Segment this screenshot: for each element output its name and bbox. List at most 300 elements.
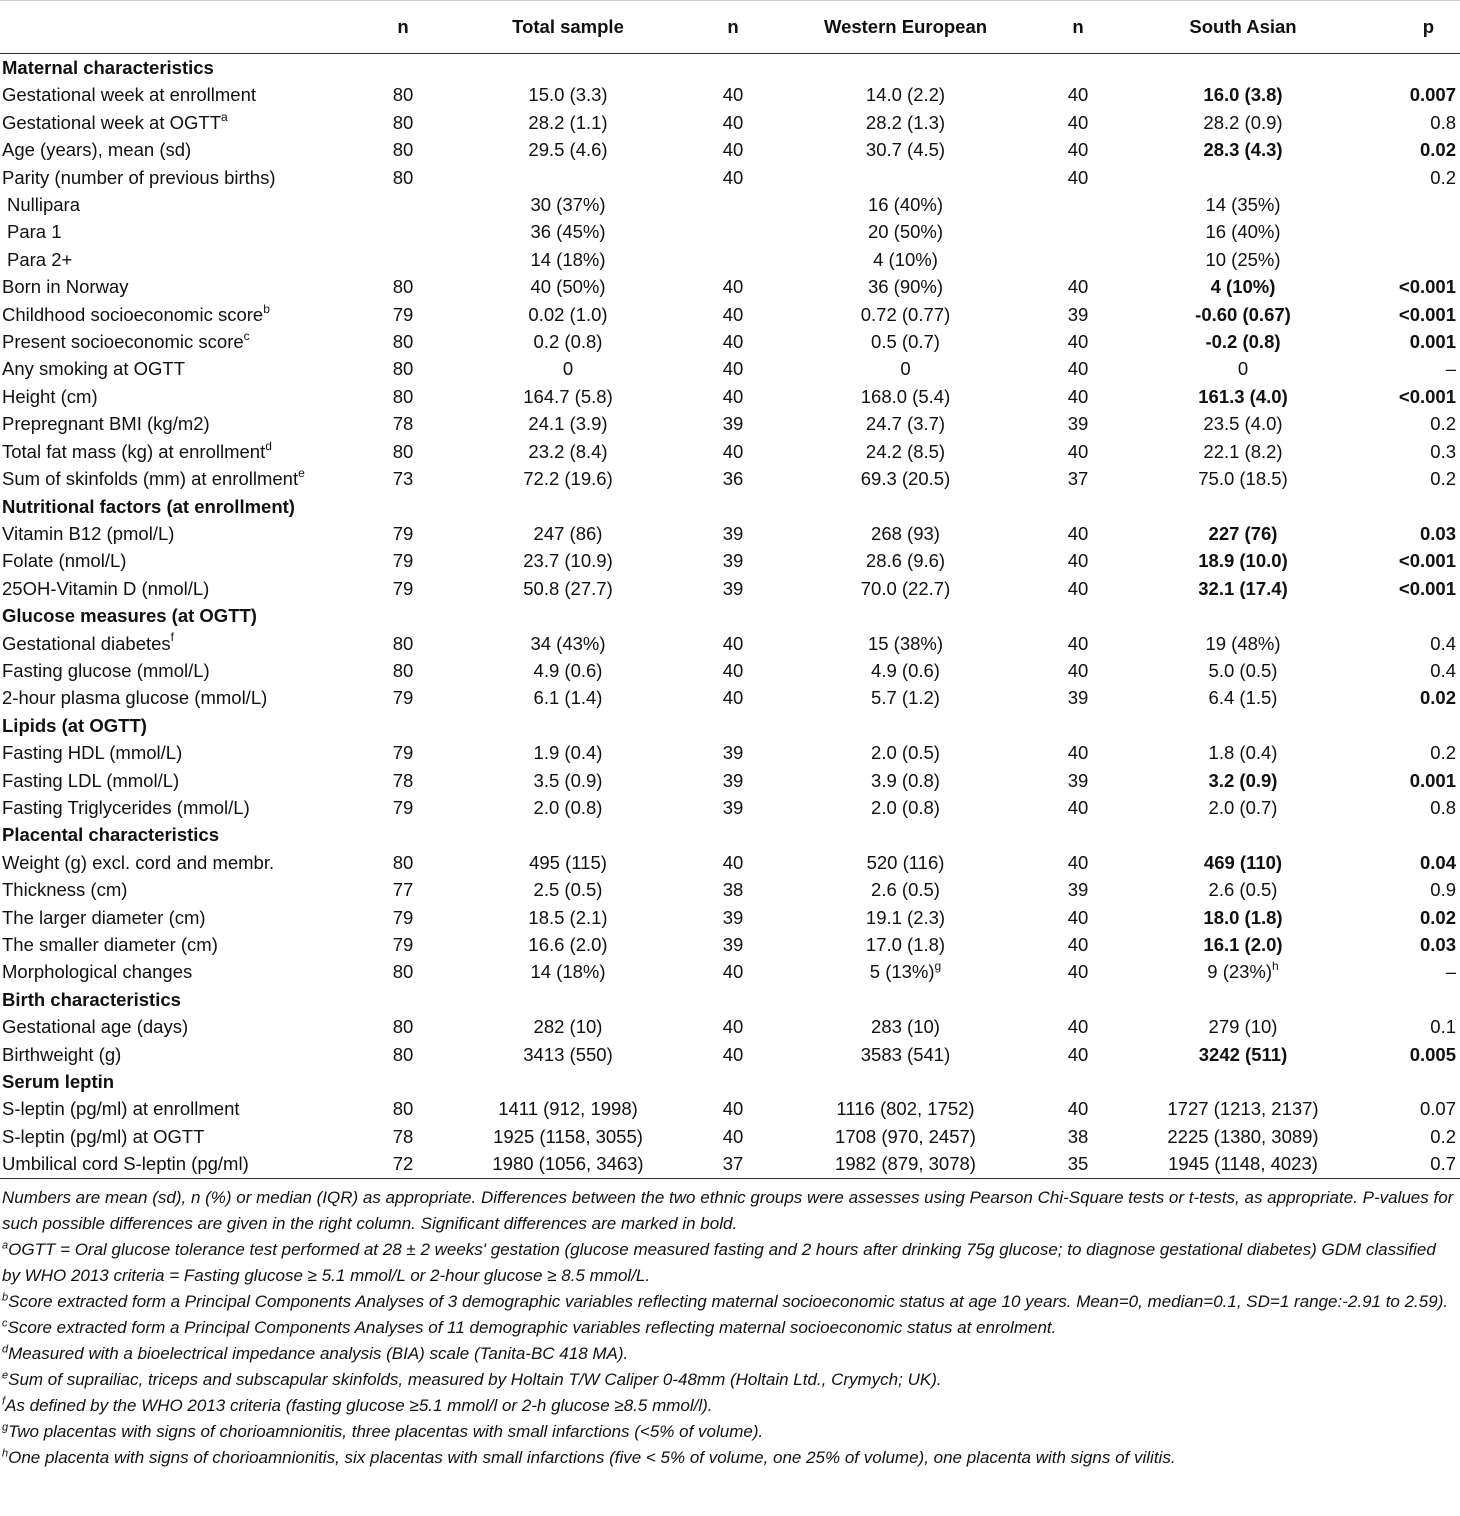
south-asian-value: 16.0 (3.8) <box>1203 84 1283 106</box>
n-south-asian-value: 40 <box>1067 522 1089 544</box>
row-label-cell <box>0 575 358 602</box>
row-label: Sum of skinfolds (mm) at enrollment <box>2 468 299 490</box>
total-sample-cell <box>448 739 688 766</box>
n-south-asian-cell <box>1033 1013 1123 1040</box>
n-western-value: 40 <box>722 687 744 709</box>
table-row <box>0 1123 1460 1150</box>
table-row <box>0 849 1460 876</box>
n-total-cell <box>358 657 448 684</box>
n-total-cell <box>358 410 448 437</box>
n-total-cell <box>358 931 448 958</box>
n-total-cell <box>358 164 448 191</box>
n-south-asian-value: 40 <box>1067 166 1089 188</box>
n-total-cell <box>358 876 448 903</box>
total-sample-value: 2.0 (0.8) <box>533 796 603 818</box>
p-value-value: 0.7 <box>1430 1153 1456 1175</box>
table-footnotes <box>0 1179 1460 1471</box>
n-south-asian-value: 40 <box>1067 385 1089 407</box>
western-european-value: 70.0 (22.7) <box>860 577 951 599</box>
western-european-cell <box>778 1150 1033 1178</box>
row-label-cell <box>0 958 358 985</box>
row-label: Birthweight (g) <box>2 1043 122 1065</box>
table-row <box>0 355 1460 382</box>
table-row <box>0 246 1460 273</box>
n-total-value: 77 <box>392 879 414 901</box>
western-european-value: 1116 (802, 1752) <box>836 1098 975 1120</box>
footnote-mark: c <box>243 328 250 343</box>
row-label: Prepregnant BMI (kg/m2) <box>2 413 210 435</box>
n-western-value: 39 <box>722 522 744 544</box>
row-label-cell <box>0 520 358 547</box>
table-row <box>0 1041 1460 1068</box>
n-western-cell <box>688 630 778 657</box>
south-asian-value: 22.1 (8.2) <box>1203 440 1283 462</box>
footnote-mark: d <box>265 438 272 453</box>
western-european-value: 2.0 (0.8) <box>871 796 940 818</box>
south-asian-value: 1.8 (0.4) <box>1208 742 1278 764</box>
n-south-asian-value: 40 <box>1067 742 1089 764</box>
western-european-value: 5.7 (1.2) <box>871 687 940 709</box>
n-western-cell <box>688 164 778 191</box>
row-label-cell <box>0 684 358 711</box>
footnote-mark: h <box>1272 959 1279 974</box>
n-south-asian-value: 40 <box>1067 550 1089 572</box>
n-total-cell <box>358 246 448 273</box>
south-asian-value: 16 (40%) <box>1205 221 1281 243</box>
n-total-value: 80 <box>392 440 414 462</box>
row-label-cell <box>0 630 358 657</box>
total-sample-value: 1980 (1056, 3463) <box>492 1153 644 1175</box>
p-value-cell <box>1363 383 1460 410</box>
footnote-mark: g <box>2 1421 9 1433</box>
p-value-value: 0.4 <box>1430 632 1456 654</box>
total-sample-cell <box>448 630 688 657</box>
western-european-cell <box>778 767 1033 794</box>
table-row <box>0 1013 1460 1040</box>
p-value-cell <box>1363 931 1460 958</box>
western-european-cell <box>778 81 1033 108</box>
western-european-cell <box>778 218 1033 245</box>
n-south-asian-value: 40 <box>1067 632 1089 654</box>
section-title: Nutritional factors (at enrollment) <box>2 495 295 517</box>
footnote-text: Two placentas with signs of chorioamnionitis, three placentas with small infarctions (<5% of volume). <box>8 1421 764 1441</box>
western-european-value: 17.0 (1.8) <box>865 934 946 955</box>
n-total-value: 80 <box>392 1043 414 1065</box>
n-south-asian-cell <box>1033 1123 1123 1150</box>
n-south-asian-value: 40 <box>1067 851 1089 873</box>
western-european-value: 14.0 (2.2) <box>865 84 946 106</box>
p-value-value: 0.2 <box>1430 1125 1456 1147</box>
row-label-cell <box>0 904 358 931</box>
south-asian-cell <box>1123 410 1363 437</box>
p-value-cell <box>1363 410 1460 437</box>
table-row <box>0 191 1460 218</box>
row-label: S-leptin (pg/ml) at OGTT <box>2 1125 205 1147</box>
western-european-value: 36 (90%) <box>867 276 944 298</box>
p-value-cell <box>1363 218 1460 245</box>
total-sample-cell <box>448 273 688 300</box>
western-european-value: 16 (40%) <box>867 194 944 216</box>
western-european-value: 3583 (541) <box>860 1043 951 1065</box>
western-european-value: 19.1 (2.3) <box>865 906 946 928</box>
total-sample-cell <box>448 794 688 821</box>
row-label: Para 1 <box>7 221 62 243</box>
south-asian-cell <box>1123 547 1363 574</box>
western-european-value: 268 (93) <box>871 522 940 544</box>
south-asian-value: 2225 (1380, 3089) <box>1167 1125 1319 1147</box>
table-row <box>0 328 1460 355</box>
row-label-cell <box>0 876 358 903</box>
n-western-cell <box>688 849 778 876</box>
p-value-value: 0.2 <box>1430 413 1456 435</box>
n-south-asian-cell <box>1033 81 1123 108</box>
n-western-value: 40 <box>722 851 744 873</box>
n-western-cell <box>688 218 778 245</box>
total-sample-cell <box>448 218 688 245</box>
row-label: Childhood socioeconomic score <box>2 303 264 325</box>
n-western-value: 39 <box>722 550 744 572</box>
total-sample-value: 16.6 (2.0) <box>528 934 608 955</box>
south-asian-cell <box>1123 1150 1363 1178</box>
n-western-value: 36 <box>722 468 744 490</box>
n-total-value: 79 <box>392 577 414 599</box>
table-header <box>0 1 1460 54</box>
total-sample-cell <box>448 1123 688 1150</box>
footnote-text: Numbers are mean (sd), n (%) or median (IQR) as appropriate. Differences between the two ethnic groups were assesses using Pearson Chi-Square tests or t-tests, as appropriate. P-values for such possible differences are given in the right column. Significant differences are marked in bold. <box>2 1187 1454 1233</box>
south-asian-value: 0 <box>1237 358 1249 380</box>
n-south-asian-value: 40 <box>1067 906 1089 928</box>
table-row <box>0 410 1460 437</box>
total-sample-value: 282 (10) <box>533 1016 603 1038</box>
western-european-cell <box>778 547 1033 574</box>
n-south-asian-value: 40 <box>1067 276 1089 298</box>
footnote <box>2 1185 1458 1237</box>
n-south-asian-cell <box>1033 218 1123 245</box>
n-total-value: 72 <box>392 1153 414 1175</box>
n-western-cell <box>688 575 778 602</box>
p-value-value: <0.001 <box>1398 577 1456 599</box>
table-row <box>0 958 1460 985</box>
south-asian-cell <box>1123 164 1363 191</box>
western-european-value: 69.3 (20.5) <box>860 468 951 490</box>
south-asian-cell <box>1123 630 1363 657</box>
total-sample-value: 1925 (1158, 3055) <box>493 1125 643 1147</box>
n-south-asian-value: 39 <box>1067 413 1089 435</box>
western-european-value: 283 (10) <box>871 1016 940 1038</box>
row-label-cell <box>0 1150 358 1178</box>
n-south-asian-value: 39 <box>1067 303 1089 325</box>
section-title: Serum leptin <box>2 1071 115 1093</box>
footnote <box>2 1237 1458 1289</box>
western-european-value: 0.5 (0.7) <box>871 331 940 353</box>
row-label: Morphological changes <box>2 961 193 983</box>
western-european-cell <box>778 1095 1033 1122</box>
n-western-cell <box>688 904 778 931</box>
total-sample-value: 3.5 (0.9) <box>533 769 603 791</box>
section-title: Birth characteristics <box>2 988 181 1010</box>
p-value-cell <box>1363 1013 1460 1040</box>
n-total-value: 79 <box>392 906 414 928</box>
footnote-mark: f <box>170 630 175 645</box>
table-row <box>0 794 1460 821</box>
south-asian-value: 2.6 (0.5) <box>1208 879 1278 901</box>
header-n-western: n <box>688 1 778 54</box>
n-total-cell <box>358 328 448 355</box>
south-asian-cell <box>1123 849 1363 876</box>
western-european-cell <box>778 520 1033 547</box>
south-asian-cell <box>1123 767 1363 794</box>
footnote-mark: h <box>2 1447 9 1459</box>
row-label-cell <box>0 355 358 382</box>
n-western-cell <box>688 191 778 218</box>
row-label: Fasting Triglycerides (mmol/L) <box>2 796 250 818</box>
n-south-asian-cell <box>1033 438 1123 465</box>
total-sample-value: 1.9 (0.4) <box>533 742 603 764</box>
row-label: Gestational age (days) <box>2 1016 189 1038</box>
section-title: Glucose measures (at OGTT) <box>2 605 257 627</box>
n-south-asian-value: 40 <box>1067 84 1089 106</box>
n-western-value: 40 <box>722 659 744 681</box>
table-row <box>0 767 1460 794</box>
p-value-cell <box>1363 109 1460 136</box>
header-south-asian: South Asian <box>1123 1 1363 54</box>
total-sample-cell <box>448 931 688 958</box>
n-western-cell <box>688 109 778 136</box>
western-european-value: 4 (10%) <box>873 248 938 270</box>
footnote-mark: c <box>2 1317 8 1329</box>
n-total-cell <box>358 136 448 163</box>
western-european-cell <box>778 876 1033 903</box>
n-total-cell <box>358 1013 448 1040</box>
south-asian-value: 14 (35%) <box>1205 194 1281 216</box>
south-asian-cell <box>1123 109 1363 136</box>
n-western-cell <box>688 301 778 328</box>
n-south-asian-cell <box>1033 328 1123 355</box>
n-south-asian-cell <box>1033 301 1123 328</box>
row-label-cell <box>0 465 358 492</box>
n-western-cell <box>688 1123 778 1150</box>
row-label: Gestational diabetes <box>2 632 171 654</box>
n-total-cell <box>358 301 448 328</box>
p-value-cell <box>1363 301 1460 328</box>
p-value-value: 0.2 <box>1430 742 1456 764</box>
header-n-south-asian: n <box>1033 1 1123 54</box>
total-sample-cell <box>448 355 688 382</box>
n-south-asian-value: 40 <box>1067 440 1089 462</box>
p-value-cell <box>1363 246 1460 273</box>
n-western-value: 39 <box>722 413 744 435</box>
header-row <box>0 1 1460 54</box>
total-sample-cell <box>448 1013 688 1040</box>
n-south-asian-cell <box>1033 136 1123 163</box>
row-label: Born in Norway <box>2 276 129 298</box>
n-western-value: 40 <box>722 84 744 106</box>
total-sample-cell <box>448 958 688 985</box>
table-row <box>0 904 1460 931</box>
row-label-cell <box>0 218 358 245</box>
south-asian-value: 9 (23%) <box>1207 961 1273 983</box>
p-value-cell <box>1363 684 1460 711</box>
south-asian-cell <box>1123 1041 1363 1068</box>
p-value-value: 0.03 <box>1419 934 1456 955</box>
p-value-cell <box>1363 328 1460 355</box>
n-total-value: 80 <box>392 331 414 353</box>
south-asian-cell <box>1123 684 1363 711</box>
n-south-asian-cell <box>1033 191 1123 218</box>
row-label-cell <box>0 328 358 355</box>
total-sample-value: 2.5 (0.5) <box>533 879 603 901</box>
south-asian-cell <box>1123 1095 1363 1122</box>
south-asian-value: 3242 (511) <box>1198 1043 1288 1065</box>
section-title: Lipids (at OGTT) <box>2 714 147 736</box>
table-row <box>0 218 1460 245</box>
p-value-cell <box>1363 794 1460 821</box>
n-south-asian-cell <box>1033 958 1123 985</box>
footnote-mark: g <box>934 959 942 974</box>
total-sample-cell <box>448 383 688 410</box>
n-total-value: 80 <box>392 1016 414 1038</box>
n-western-value: 40 <box>722 303 744 325</box>
footnote-mark: e <box>2 1369 9 1381</box>
n-south-asian-cell <box>1033 575 1123 602</box>
n-south-asian-value: 40 <box>1067 358 1089 380</box>
p-value-cell <box>1363 164 1460 191</box>
south-asian-cell <box>1123 794 1363 821</box>
western-european-cell <box>778 109 1033 136</box>
p-value-cell <box>1363 1041 1460 1068</box>
n-total-value: 80 <box>392 358 414 380</box>
n-total-value: 80 <box>392 961 414 983</box>
row-label: Parity (number of previous births) <box>2 166 276 188</box>
row-label-cell <box>0 246 358 273</box>
western-european-cell <box>778 301 1033 328</box>
row-label-cell <box>0 438 358 465</box>
row-label-cell <box>0 273 358 300</box>
n-total-cell <box>358 794 448 821</box>
n-western-cell <box>688 1041 778 1068</box>
n-south-asian-value: 40 <box>1067 331 1089 353</box>
p-value-cell <box>1363 876 1460 903</box>
p-value-value: 0.005 <box>1409 1043 1456 1065</box>
total-sample-value: 28.2 (1.1) <box>528 111 608 133</box>
table-row <box>0 81 1460 108</box>
p-value-value: <0.001 <box>1398 550 1456 572</box>
south-asian-cell <box>1123 739 1363 766</box>
n-south-asian-cell <box>1033 1095 1123 1122</box>
western-european-cell <box>778 958 1033 985</box>
n-south-asian-cell <box>1033 547 1123 574</box>
n-western-cell <box>688 547 778 574</box>
n-south-asian-cell <box>1033 520 1123 547</box>
n-western-value: 40 <box>722 385 744 407</box>
western-european-value: 15 (38%) <box>867 632 944 654</box>
western-european-cell <box>778 575 1033 602</box>
footnote-text: One placenta with signs of chorioamnionitis, six placentas with small infarctions (five < 5% of volume, one 25% of volume), one placenta with signs of vilitis. <box>8 1447 1176 1467</box>
south-asian-value: -0.2 (0.8) <box>1205 331 1281 353</box>
south-asian-value: 75.0 (18.5) <box>1198 468 1288 490</box>
south-asian-cell <box>1123 273 1363 300</box>
total-sample-value: 6.1 (1.4) <box>533 687 603 709</box>
south-asian-value: 23.5 (4.0) <box>1203 413 1283 435</box>
n-south-asian-cell <box>1033 164 1123 191</box>
p-value-cell <box>1363 547 1460 574</box>
n-south-asian-cell <box>1033 1150 1123 1178</box>
row-label-cell <box>0 794 358 821</box>
n-south-asian-value: 40 <box>1067 796 1089 818</box>
western-european-cell <box>778 630 1033 657</box>
western-european-value: 5 (13%) <box>869 961 935 983</box>
western-european-cell <box>778 438 1033 465</box>
row-label-cell <box>0 1095 358 1122</box>
total-sample-cell <box>448 410 688 437</box>
n-western-value: 40 <box>722 358 744 380</box>
p-value-cell <box>1363 767 1460 794</box>
n-total-value: 80 <box>392 851 414 873</box>
south-asian-cell <box>1123 958 1363 985</box>
western-european-value: 168.0 (5.4) <box>860 385 951 407</box>
n-total-cell <box>358 273 448 300</box>
n-south-asian-cell <box>1033 1041 1123 1068</box>
p-value-value: <0.001 <box>1398 385 1456 407</box>
p-value-cell <box>1363 136 1460 163</box>
p-value-cell <box>1363 904 1460 931</box>
table-row <box>0 383 1460 410</box>
footnote-text: Sum of suprailiac, triceps and subscapular skinfolds, measured by Holtain T/W Caliper 0-48mm (Holtain Ltd., Crymych; UK). <box>8 1369 942 1389</box>
n-total-value: 78 <box>392 413 414 435</box>
row-label-cell <box>0 136 358 163</box>
p-value-cell <box>1363 355 1460 382</box>
south-asian-value: 16.1 (2.0) <box>1203 934 1283 955</box>
n-western-value: 40 <box>722 331 744 353</box>
western-european-value: 1708 (970, 2457) <box>835 1125 976 1147</box>
p-value-cell <box>1363 575 1460 602</box>
p-value-value: 0.8 <box>1430 111 1456 133</box>
footnote-text: Measured with a bioelectrical impedance analysis (BIA) scale (Tanita-BC 418 MA). <box>8 1343 629 1363</box>
south-asian-value: 28.2 (0.9) <box>1203 111 1283 133</box>
south-asian-cell <box>1123 1013 1363 1040</box>
south-asian-cell <box>1123 931 1363 958</box>
total-sample-value: 247 (86) <box>533 522 603 544</box>
n-total-value: 80 <box>392 166 414 188</box>
p-value-value: 0.07 <box>1419 1098 1456 1120</box>
n-south-asian-cell <box>1033 109 1123 136</box>
n-south-asian-cell <box>1033 767 1123 794</box>
p-value-value: 0.02 <box>1419 139 1456 161</box>
south-asian-value: 469 (110) <box>1203 851 1283 873</box>
p-value-cell <box>1363 438 1460 465</box>
row-label-cell <box>0 1041 358 1068</box>
section-title: Placental characteristics <box>2 824 219 846</box>
row-label: Thickness (cm) <box>2 879 128 901</box>
p-value-cell <box>1363 739 1460 766</box>
row-label: Any smoking at OGTT <box>2 358 185 380</box>
south-asian-value: 6.4 (1.5) <box>1208 687 1278 709</box>
footnote-mark: b <box>263 301 270 316</box>
western-european-value: 20 (50%) <box>867 221 944 243</box>
total-sample-cell <box>448 81 688 108</box>
row-label: Gestational week at enrollment <box>2 84 256 106</box>
n-western-value: 39 <box>722 769 744 791</box>
section-header-row <box>0 1068 1460 1095</box>
row-label-cell <box>0 657 358 684</box>
section-title: Maternal characteristics <box>2 57 214 78</box>
p-value-value: 0.02 <box>1419 687 1456 709</box>
western-european-value: 0.72 (0.77) <box>860 303 951 325</box>
western-european-cell <box>778 794 1033 821</box>
total-sample-value: 36 (45%) <box>530 221 606 243</box>
p-value-cell <box>1363 1123 1460 1150</box>
table-row <box>0 547 1460 574</box>
